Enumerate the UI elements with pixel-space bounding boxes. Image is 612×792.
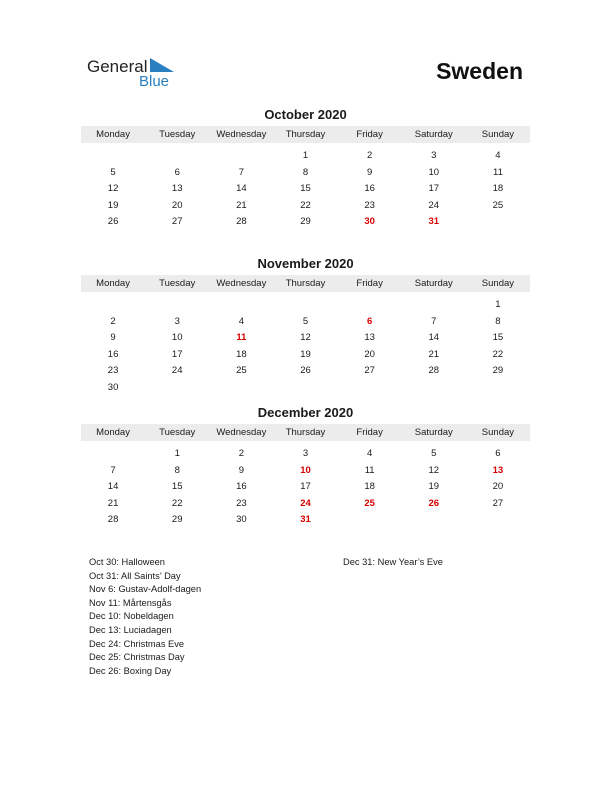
brand-logo <box>87 54 187 94</box>
weekday-label: Monday <box>96 129 130 140</box>
holiday-list-item: Dec 10: Nobeldagen <box>89 611 174 622</box>
holiday-list-item: Nov 6: Gustav-Adolf-dagen <box>89 584 202 595</box>
day-cell: 24 <box>171 365 183 377</box>
day-cell: 2 <box>238 448 244 459</box>
weekday-label: Thursday <box>285 129 326 140</box>
day-cell: 23 <box>236 497 247 509</box>
day-cell: 19 <box>300 348 311 360</box>
week-row <box>81 148 530 165</box>
week-row <box>81 512 530 529</box>
day-cell: 14 <box>428 332 440 344</box>
week-row <box>81 314 530 331</box>
country-title: Sweden <box>436 58 523 84</box>
day-cell: 30 <box>107 381 119 393</box>
day-cell: 31 <box>428 216 440 228</box>
day-cell: 6 <box>495 448 501 459</box>
holiday-list-secondary <box>343 556 443 570</box>
day-cell: 30 <box>236 514 247 526</box>
weekday-label: Wednesday <box>216 129 267 140</box>
day-cell: 20 <box>364 348 375 360</box>
logo-text-blue: Blue <box>139 73 170 90</box>
day-cell: 11 <box>492 166 503 178</box>
day-cell: 11 <box>364 464 375 476</box>
day-cell: 29 <box>300 216 311 228</box>
logo-triangle-icon <box>150 58 174 72</box>
day-cell: 18 <box>492 183 504 195</box>
day-cell: 9 <box>238 464 244 476</box>
empty-day-cell <box>466 512 530 529</box>
week-row <box>81 198 530 215</box>
holiday-list-item: Dec 26: Boxing Day <box>89 665 172 676</box>
month-grid <box>81 297 530 397</box>
week-row <box>81 446 530 463</box>
holiday-list-item: Nov 11: Mårtensgås <box>89 597 172 608</box>
day-cell: 13 <box>364 332 375 344</box>
week-row <box>81 496 530 513</box>
day-cell: 9 <box>110 332 116 344</box>
weekday-label: Sunday <box>481 129 515 140</box>
day-cell: 10 <box>428 166 440 178</box>
empty-day-cell <box>209 297 273 314</box>
week-row <box>81 479 530 496</box>
day-cell: 7 <box>110 464 116 476</box>
weekday-label: Sunday <box>481 427 515 438</box>
day-cell: 24 <box>300 497 311 509</box>
day-cell: 8 <box>495 315 501 327</box>
day-cell: 3 <box>174 315 180 327</box>
month-grid <box>81 446 530 529</box>
holiday-list-item: Dec 13: Luciadagen <box>89 624 172 635</box>
empty-day-cell <box>466 214 530 231</box>
day-cell: 21 <box>107 497 119 509</box>
empty-day-cell <box>273 380 337 397</box>
weekday-label: Wednesday <box>216 278 267 289</box>
month-october <box>81 106 530 231</box>
empty-day-cell <box>273 297 337 314</box>
weekday-header <box>81 424 530 441</box>
holiday-list-item: Oct 30: Halloween <box>89 557 165 567</box>
empty-day-cell <box>209 380 273 397</box>
empty-day-cell <box>466 380 530 397</box>
day-cell: 5 <box>110 166 116 178</box>
month-november <box>81 255 530 397</box>
empty-day-cell <box>81 446 145 463</box>
month-title: December 2020 <box>257 405 354 420</box>
day-cell: 15 <box>300 183 311 195</box>
week-row <box>81 463 530 480</box>
day-cell: 1 <box>302 150 309 161</box>
day-cell: 18 <box>236 348 247 360</box>
weekday-header <box>81 275 530 292</box>
weekday-label: Wednesday <box>216 427 267 438</box>
day-cell: 10 <box>300 464 311 476</box>
empty-day-cell <box>338 512 402 529</box>
day-cell: 21 <box>428 348 440 360</box>
holiday-list-item: Oct 31: All Saints’ Day <box>89 570 181 581</box>
day-cell: 4 <box>366 448 373 459</box>
day-cell: 27 <box>171 216 183 228</box>
logo-text-general: General <box>87 57 148 76</box>
weekday-header <box>81 126 530 143</box>
day-cell: 15 <box>492 332 504 344</box>
day-cell: 1 <box>174 448 180 459</box>
week-row <box>81 380 530 397</box>
empty-day-cell <box>81 148 145 165</box>
day-cell: 16 <box>107 348 119 360</box>
weekday-label: Monday <box>96 427 130 438</box>
week-row <box>81 297 530 314</box>
weekday-label: Saturday <box>414 278 453 289</box>
day-cell: 14 <box>236 183 247 195</box>
day-cell: 16 <box>364 183 375 195</box>
day-cell: 9 <box>366 166 373 178</box>
day-cell: 26 <box>107 216 119 228</box>
day-cell: 30 <box>364 216 375 228</box>
day-cell: 31 <box>300 514 311 526</box>
empty-day-cell <box>402 512 466 529</box>
day-cell: 1 <box>495 299 501 310</box>
day-cell: 12 <box>428 464 440 476</box>
empty-day-cell <box>145 297 209 314</box>
holiday-list-item: Dec 25: Christmas Day <box>89 652 185 663</box>
empty-day-cell <box>402 380 466 397</box>
day-cell: 12 <box>107 183 119 195</box>
week-row <box>81 165 530 182</box>
week-row <box>81 181 530 198</box>
day-cell: 2 <box>366 150 373 161</box>
day-cell: 8 <box>174 464 180 476</box>
week-row <box>81 214 530 231</box>
day-cell: 29 <box>171 514 183 526</box>
day-cell: 25 <box>236 365 247 377</box>
day-cell: 12 <box>300 332 311 344</box>
month-title: October 2020 <box>264 107 347 122</box>
empty-day-cell <box>145 148 209 165</box>
weekday-label: Thursday <box>285 427 326 438</box>
month-grid <box>81 148 530 231</box>
weekday-label: Sunday <box>481 278 515 289</box>
day-cell: 11 <box>236 332 247 344</box>
day-cell: 16 <box>236 481 247 493</box>
day-cell: 20 <box>171 199 183 211</box>
month-title: November 2020 <box>257 256 354 271</box>
empty-day-cell <box>402 297 466 314</box>
day-cell: 23 <box>364 199 375 211</box>
day-cell: 2 <box>110 315 116 327</box>
holiday-list-item: Dec 24: Christmas Eve <box>89 638 185 649</box>
weekday-label: Friday <box>356 278 383 289</box>
day-cell: 28 <box>107 514 119 526</box>
day-cell: 27 <box>492 497 504 509</box>
empty-day-cell <box>209 148 273 165</box>
day-cell: 26 <box>300 365 311 377</box>
day-cell: 6 <box>366 315 373 327</box>
day-cell: 20 <box>492 481 504 493</box>
day-cell: 14 <box>107 481 119 493</box>
weekday-label: Monday <box>96 278 130 289</box>
day-cell: 26 <box>428 497 440 509</box>
weekday-label: Friday <box>356 129 383 140</box>
weekday-label: Saturday <box>414 129 453 140</box>
weekday-label: Tuesday <box>159 427 196 438</box>
holiday-list-item: Dec 31: New Year’s Eve <box>343 557 443 567</box>
day-cell: 17 <box>300 481 311 493</box>
day-cell: 5 <box>302 315 309 327</box>
week-row <box>81 363 530 380</box>
day-cell: 18 <box>364 481 375 493</box>
day-cell: 19 <box>428 481 440 493</box>
day-cell: 17 <box>428 183 440 195</box>
day-cell: 17 <box>171 348 183 360</box>
day-cell: 7 <box>238 166 244 178</box>
day-cell: 3 <box>431 150 437 161</box>
holiday-list <box>89 556 201 678</box>
day-cell: 5 <box>431 448 437 459</box>
day-cell: 15 <box>171 481 183 493</box>
day-cell: 27 <box>364 365 375 377</box>
week-row <box>81 347 530 364</box>
week-row <box>81 330 530 347</box>
day-cell: 4 <box>495 150 501 161</box>
day-cell: 22 <box>171 497 183 509</box>
empty-day-cell <box>145 380 209 397</box>
empty-day-cell <box>338 297 402 314</box>
weekday-label: Tuesday <box>159 278 196 289</box>
day-cell: 6 <box>174 166 180 178</box>
day-cell: 29 <box>492 365 504 377</box>
weekday-label: Saturday <box>414 427 453 438</box>
empty-day-cell <box>338 380 402 397</box>
day-cell: 25 <box>492 199 504 211</box>
weekday-label: Friday <box>356 427 383 438</box>
day-cell: 28 <box>236 216 247 228</box>
weekday-label: Thursday <box>285 278 326 289</box>
day-cell: 24 <box>428 199 440 211</box>
day-cell: 3 <box>302 448 309 459</box>
day-cell: 7 <box>431 315 437 327</box>
day-cell: 22 <box>300 199 311 211</box>
day-cell: 13 <box>171 183 183 195</box>
empty-day-cell <box>81 297 145 314</box>
month-december <box>81 404 530 529</box>
day-cell: 25 <box>364 497 375 509</box>
day-cell: 8 <box>302 166 309 178</box>
day-cell: 22 <box>492 348 504 360</box>
day-cell: 21 <box>236 199 247 211</box>
weekday-label: Tuesday <box>159 129 196 140</box>
day-cell: 4 <box>238 315 244 327</box>
day-cell: 28 <box>428 365 440 377</box>
day-cell: 19 <box>107 199 119 211</box>
day-cell: 10 <box>171 332 183 344</box>
day-cell: 13 <box>492 464 504 476</box>
day-cell: 23 <box>107 365 119 377</box>
